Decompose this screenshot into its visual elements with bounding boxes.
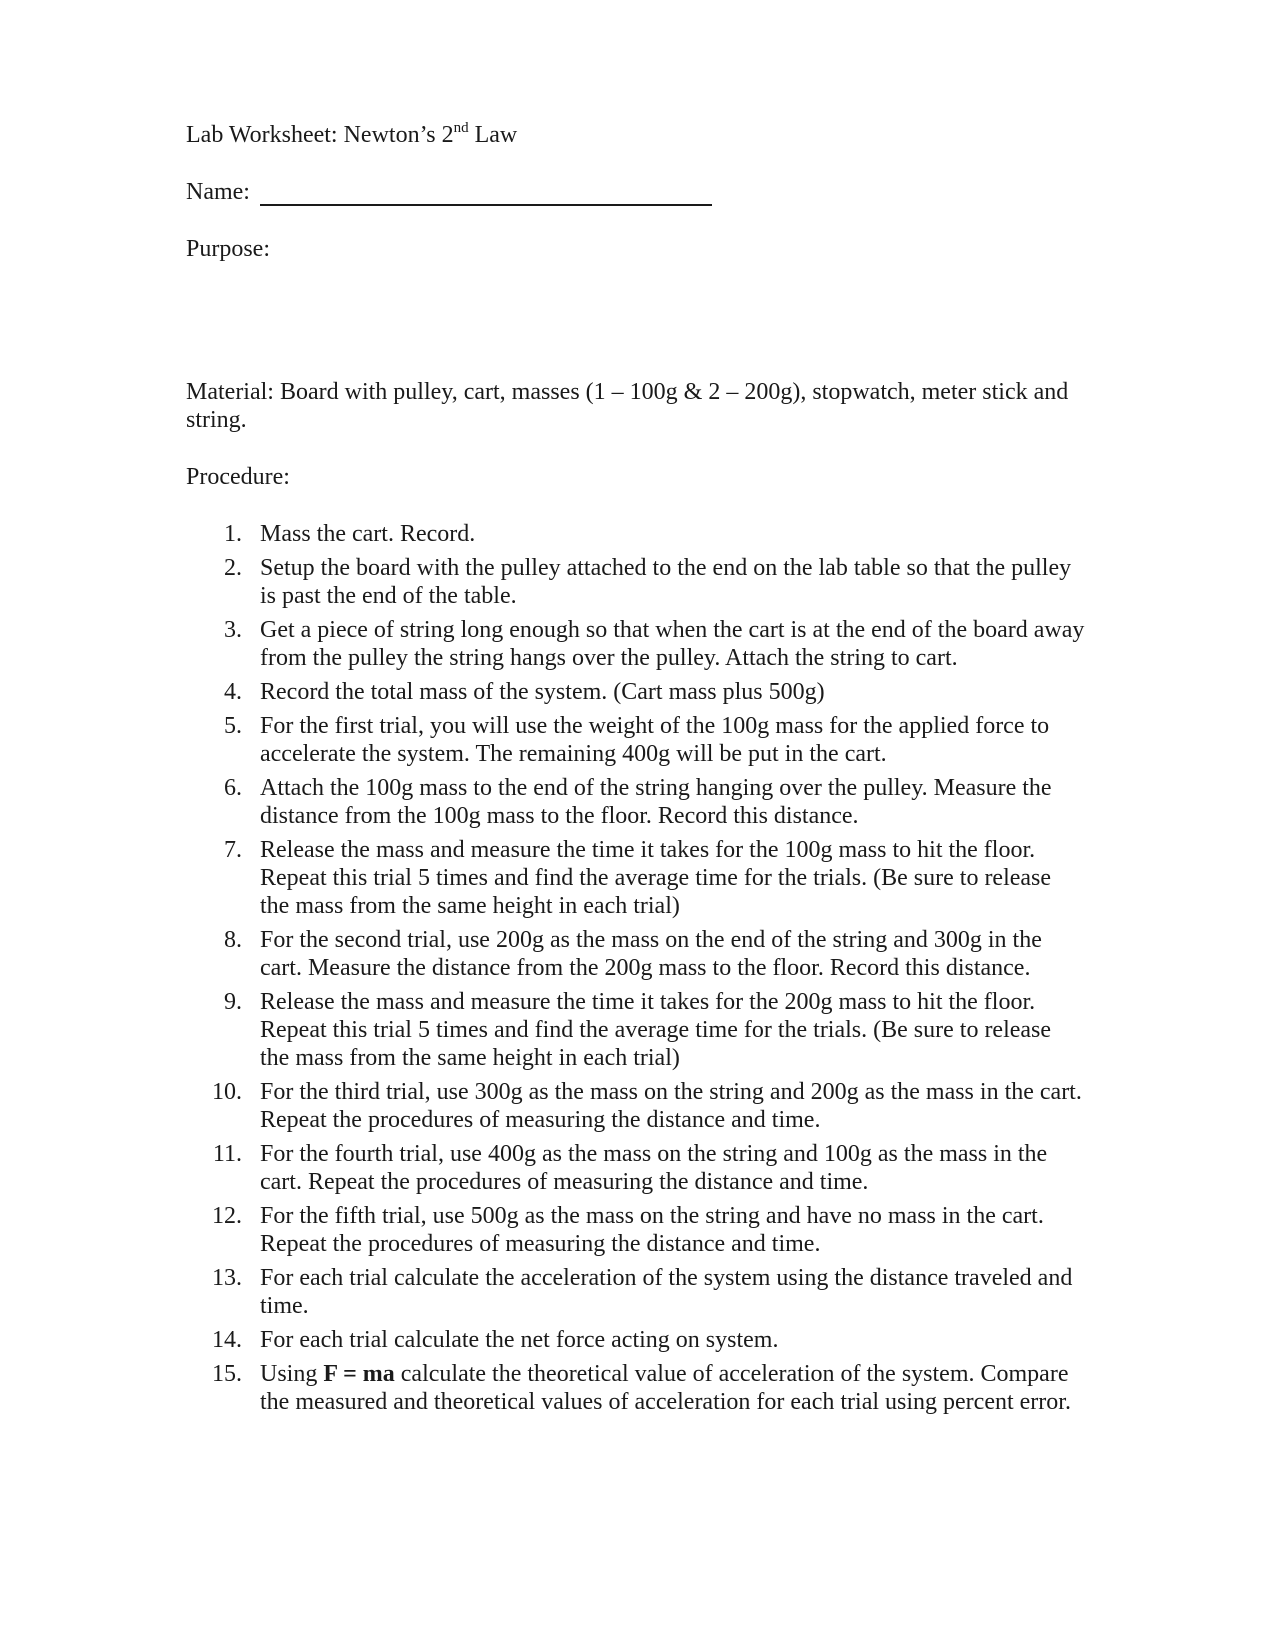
step-number: 5. [224, 713, 242, 739]
step-number: 10. [212, 1079, 242, 1105]
page-title [186, 121, 517, 149]
step-text: Setup the board with the pulley attached to the end on the lab table so that the pulley is past the end of the table. [260, 555, 1072, 609]
step-text: Get a piece of string long enough so that when the cart is at the end of the board away from the pulley the string hangs over the pulley. Attach the string to cart. [260, 617, 1085, 671]
procedure-step [186, 926, 1086, 982]
step-text: Record the total mass of the system. (Cart mass plus 500g) [260, 679, 825, 705]
step-number: 15. [212, 1361, 242, 1387]
step-text: Mass the cart. Record. [260, 521, 476, 547]
procedure-label: Procedure: [186, 464, 290, 490]
procedure-list [186, 520, 1086, 1422]
step-number: 12. [212, 1203, 242, 1229]
procedure-step [186, 712, 1086, 768]
procedure-step [186, 1360, 1086, 1416]
step-number: 14. [212, 1327, 242, 1353]
step-text: For the third trial, use 300g as the mass on the string and 200g as the mass in the cart. Repeat the procedures of measuring the distance and time. [260, 1079, 1082, 1133]
procedure-step [186, 836, 1086, 920]
step-text: For the first trial, you will use the weight of the 100g mass for the applied force to accelerate the system. The remaining 400g will be put in the cart. [260, 713, 1050, 767]
procedure-step [186, 520, 1086, 548]
name-blank-line[interactable] [260, 182, 712, 206]
step-text: For the fourth trial, use 400g as the mass on the string and 100g as the mass in the cart. Repeat the procedures of measuring the distance and time. [260, 1141, 1048, 1195]
step-number: 13. [212, 1265, 242, 1291]
formula-f-equals-ma: F = ma [323, 1361, 395, 1387]
material-text: Material: Board with pulley, cart, masses (1 – 100g & 2 – 200g), stopwatch, meter stick and string. [186, 379, 1069, 433]
procedure-step [186, 1202, 1086, 1258]
step-number: 6. [224, 775, 242, 801]
procedure-step [186, 774, 1086, 830]
procedure-step [186, 1264, 1086, 1320]
step-number: 7. [224, 837, 242, 863]
purpose-label: Purpose: [186, 236, 270, 262]
name-field-row [186, 178, 712, 206]
step-text: For each trial calculate the acceleration of the system using the distance traveled and time. [260, 1265, 1073, 1319]
procedure-step [186, 1140, 1086, 1196]
procedure-step [186, 988, 1086, 1072]
title-superscript: nd [453, 120, 469, 136]
title-suffix: Law [468, 122, 518, 148]
procedure-step [186, 554, 1086, 610]
step-text: For the second trial, use 200g as the mass on the end of the string and 300g in the cart. Measure the distance from the 200g mass to the floor. Record this distance. [260, 927, 1042, 981]
procedure-step [186, 1326, 1086, 1354]
step-number: 1. [224, 521, 242, 547]
step-number: 9. [224, 989, 242, 1015]
step-number: 3. [224, 617, 242, 643]
procedure-step [186, 1078, 1086, 1134]
step-number: 11. [212, 1141, 242, 1167]
procedure-step [186, 616, 1086, 672]
step-text-after: calculate the theoretical value of acceleration of the system. Compare the measured and theoretical values of acceleration for each trial using percent error. [260, 1361, 1071, 1415]
step-text: For the fifth trial, use 500g as the mass on the string and have no mass in the cart. Repeat the procedures of measuring the distance and time. [260, 1203, 1044, 1257]
step-text: For each trial calculate the net force acting on system. [260, 1327, 779, 1353]
step-text-before: Using [260, 1361, 324, 1387]
step-number: 4. [224, 679, 242, 705]
name-label: Name: [186, 179, 250, 205]
title-main: Lab Worksheet: Newton’s 2 [186, 122, 454, 148]
step-text: Attach the 100g mass to the end of the string hanging over the pulley. Measure the distance from the 100g mass to the floor. Record this distance. [260, 775, 1052, 829]
step-text: Release the mass and measure the time it takes for the 100g mass to hit the floor. Repeat this trial 5 times and find the average time for the trials. (Be sure to release the mass from the same height in each trial) [260, 837, 1052, 919]
step-number: 2. [224, 555, 242, 581]
step-text: Release the mass and measure the time it takes for the 200g mass to hit the floor. Repeat this trial 5 times and find the average time for the trials. (Be sure to release the mass from the same height in each trial) [260, 989, 1052, 1071]
procedure-step [186, 678, 1086, 706]
step-number: 8. [224, 927, 242, 953]
